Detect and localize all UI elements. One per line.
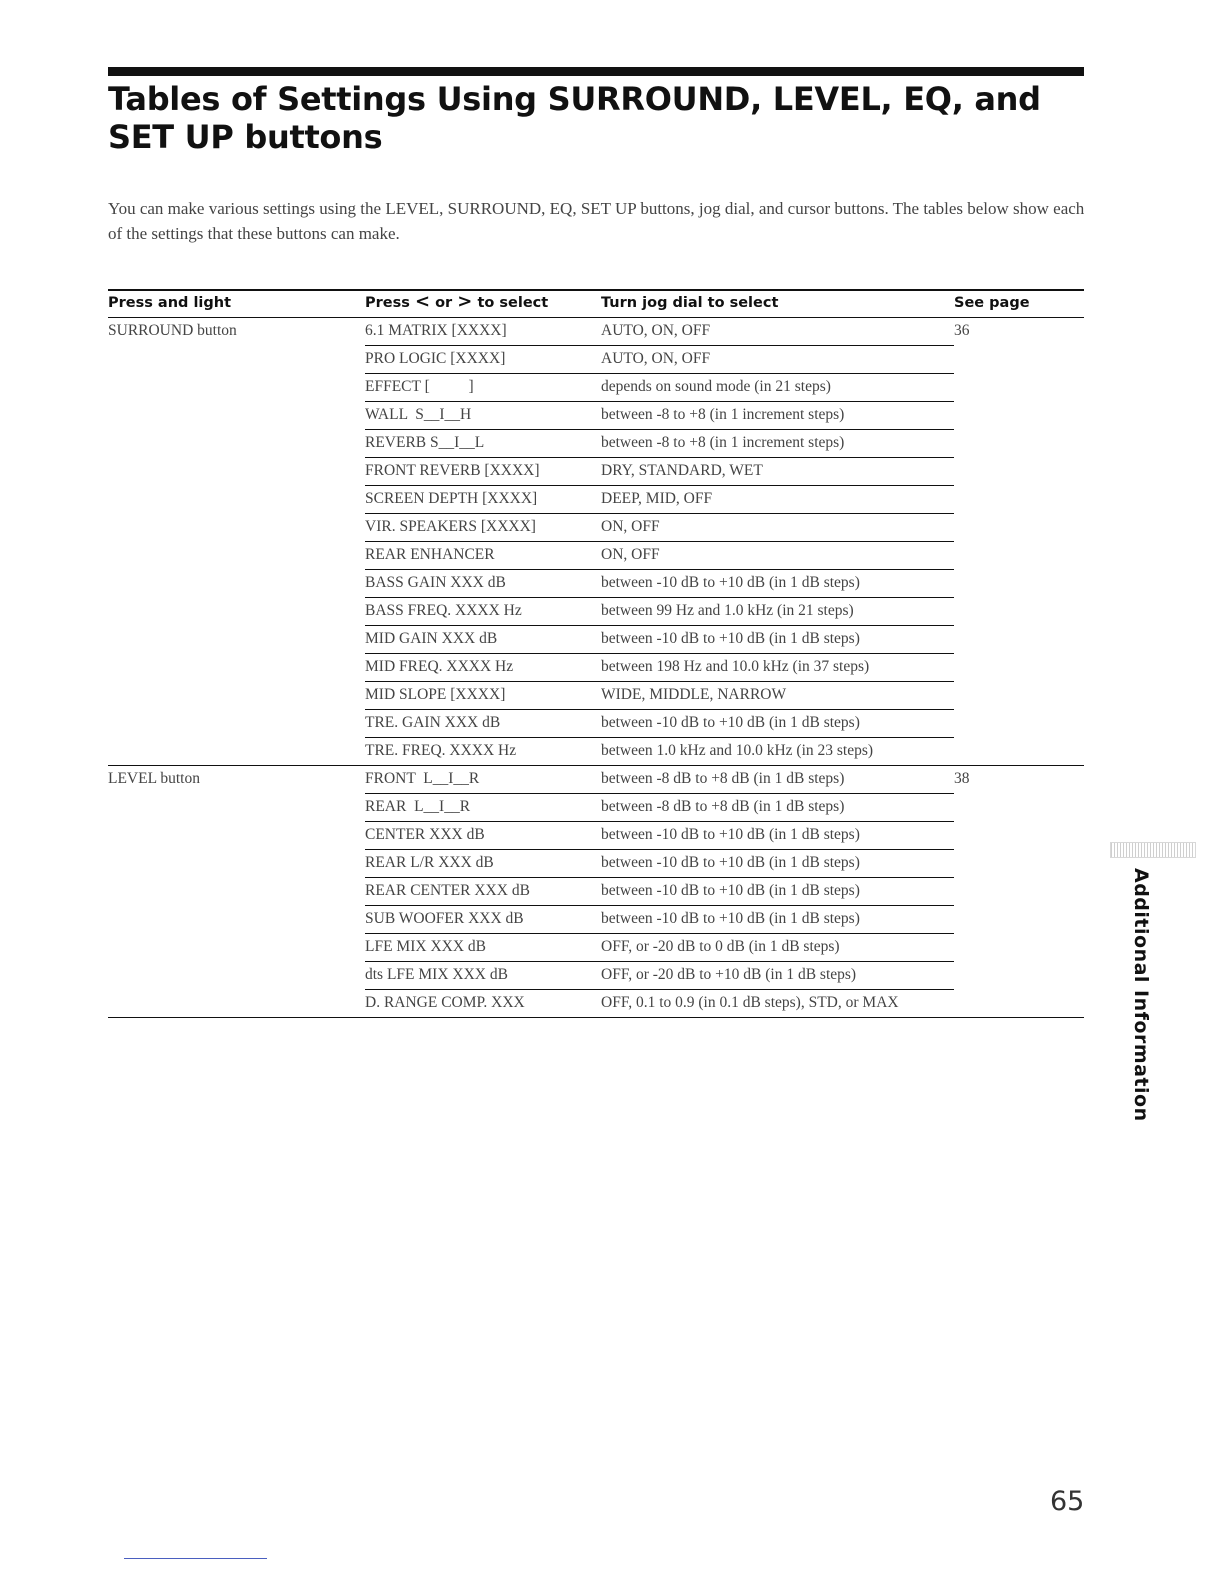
setting-name: BASS GAIN XXX dB <box>365 574 506 591</box>
setting-name: CENTER XXX dB <box>365 826 485 843</box>
settings-table <box>108 289 1084 1018</box>
setting-range: DRY, STANDARD, WET <box>601 462 763 479</box>
setting-range: depends on sound mode (in 21 steps) <box>601 378 831 395</box>
setting-range: ON, OFF <box>601 518 660 535</box>
table-row <box>365 738 954 765</box>
setting-name: SUB WOOFER XXX dB <box>365 910 524 927</box>
footer-rule <box>124 1558 267 1559</box>
setting-name: REVERB S__I__L <box>365 434 485 451</box>
table-row <box>365 878 954 906</box>
table-row <box>365 822 954 850</box>
group-button-name: SURROUND button <box>108 322 237 339</box>
table-row <box>365 962 954 990</box>
table-row <box>365 598 954 626</box>
top-rule <box>108 67 1084 76</box>
page-title: Tables of Settings Using SURROUND, LEVEL, EQ, and SET UP buttons <box>108 80 1041 156</box>
table-row <box>365 934 954 962</box>
table-row <box>365 654 954 682</box>
setting-name: TRE. GAIN XXX dB <box>365 714 501 731</box>
setting-range: between -8 dB to +8 dB (in 1 dB steps) <box>601 770 845 787</box>
setting-name: VIR. SPEAKERS [XXXX] <box>365 518 536 535</box>
table-row <box>365 794 954 822</box>
setting-range: between -8 dB to +8 dB (in 1 dB steps) <box>601 798 845 815</box>
header-press-suffix: to select <box>477 295 549 311</box>
group-see-page: 38 <box>954 770 970 787</box>
table-row <box>365 542 954 570</box>
setting-range: between -10 dB to +10 dB (in 1 dB steps) <box>601 630 860 647</box>
chevron-left-icon: < <box>414 291 431 312</box>
setting-range: between -8 to +8 (in 1 increment steps) <box>601 434 845 451</box>
table-row <box>365 710 954 738</box>
setting-range: ON, OFF <box>601 546 660 563</box>
setting-name: D. RANGE COMP. XXX <box>365 994 525 1011</box>
setting-name: WALL S__I__H <box>365 406 472 423</box>
table-row <box>365 346 954 374</box>
table-row <box>365 682 954 710</box>
table-row <box>365 514 954 542</box>
header-or: or <box>435 295 453 311</box>
setting-name: dts LFE MIX XXX dB <box>365 966 508 983</box>
setting-range: OFF, or -20 dB to +10 dB (in 1 dB steps) <box>601 966 857 983</box>
setting-range: between -10 dB to +10 dB (in 1 dB steps) <box>601 714 860 731</box>
table-row <box>365 626 954 654</box>
table-group <box>108 318 1084 766</box>
setting-range: between -10 dB to +10 dB (in 1 dB steps) <box>601 854 860 871</box>
setting-range: between -10 dB to +10 dB (in 1 dB steps) <box>601 826 860 843</box>
side-tab-marker <box>1110 842 1196 858</box>
setting-name: 6.1 MATRIX [XXXX] <box>365 322 507 339</box>
setting-name: MID GAIN XXX dB <box>365 630 498 647</box>
side-tab-label: Additional Information <box>1130 868 1152 1122</box>
group-button-name: LEVEL button <box>108 770 200 787</box>
table-group <box>108 766 1084 1018</box>
table-row <box>365 570 954 598</box>
header-press-prefix: Press <box>365 295 410 311</box>
chevron-right-icon: > <box>457 291 473 312</box>
setting-name: TRE. FREQ. XXXX Hz <box>365 742 517 759</box>
setting-name: MID SLOPE [XXXX] <box>365 686 506 703</box>
setting-range: between -8 to +8 (in 1 increment steps) <box>601 406 845 423</box>
table-row <box>365 402 954 430</box>
table-header <box>108 289 1084 318</box>
setting-range: between 1.0 kHz and 10.0 kHz (in 23 steps) <box>601 742 874 759</box>
setting-name: REAR L__I__R <box>365 798 471 815</box>
header-see-page: See page <box>954 295 1030 311</box>
table-row <box>365 318 954 346</box>
table-row <box>365 990 954 1017</box>
setting-range: between 198 Hz and 10.0 kHz (in 37 steps) <box>601 658 870 675</box>
table-row <box>365 430 954 458</box>
setting-name: LFE MIX XXX dB <box>365 938 486 955</box>
setting-name: REAR L/R XXX dB <box>365 854 494 871</box>
table-row <box>365 374 954 402</box>
table-row <box>365 486 954 514</box>
header-press-to-select <box>365 291 549 312</box>
setting-name: PRO LOGIC [XXXX] <box>365 350 506 367</box>
table-row <box>365 850 954 878</box>
setting-range: between -10 dB to +10 dB (in 1 dB steps) <box>601 882 860 899</box>
setting-name: SCREEN DEPTH [XXXX] <box>365 490 538 507</box>
setting-range: WIDE, MIDDLE, NARROW <box>601 686 787 703</box>
group-see-page: 36 <box>954 322 970 339</box>
setting-range: between -10 dB to +10 dB (in 1 dB steps) <box>601 574 860 591</box>
table-row <box>365 766 954 794</box>
table-row <box>365 906 954 934</box>
setting-name: MID FREQ. XXXX Hz <box>365 658 514 675</box>
setting-range: between 99 Hz and 1.0 kHz (in 21 steps) <box>601 602 854 619</box>
page-number: 65 <box>1050 1486 1085 1517</box>
setting-name: EFFECT [ ] <box>365 378 474 395</box>
table-body <box>108 318 1084 1018</box>
intro-paragraph: You can make various settings using the LEVEL, SURROUND, EQ, SET UP buttons, jog dial, and cursor buttons. The tables below show each of the settings that these buttons can make. <box>108 199 1085 243</box>
setting-name: FRONT L__I__R <box>365 770 480 787</box>
setting-name: BASS FREQ. XXXX Hz <box>365 602 522 619</box>
setting-range: OFF, or -20 dB to 0 dB (in 1 dB steps) <box>601 938 840 955</box>
header-press-and-light: Press and light <box>108 295 232 311</box>
setting-range: between -10 dB to +10 dB (in 1 dB steps) <box>601 910 860 927</box>
setting-name: REAR ENHANCER <box>365 546 495 563</box>
setting-range: AUTO, ON, OFF <box>601 322 711 339</box>
setting-range: AUTO, ON, OFF <box>601 350 711 367</box>
setting-name: REAR CENTER XXX dB <box>365 882 530 899</box>
header-turn-jog-dial: Turn jog dial to select <box>601 295 779 311</box>
setting-name: FRONT REVERB [XXXX] <box>365 462 540 479</box>
table-row <box>365 458 954 486</box>
setting-range: OFF, 0.1 to 0.9 (in 0.1 dB steps), STD, or MAX <box>601 994 899 1011</box>
setting-range: DEEP, MID, OFF <box>601 490 713 507</box>
